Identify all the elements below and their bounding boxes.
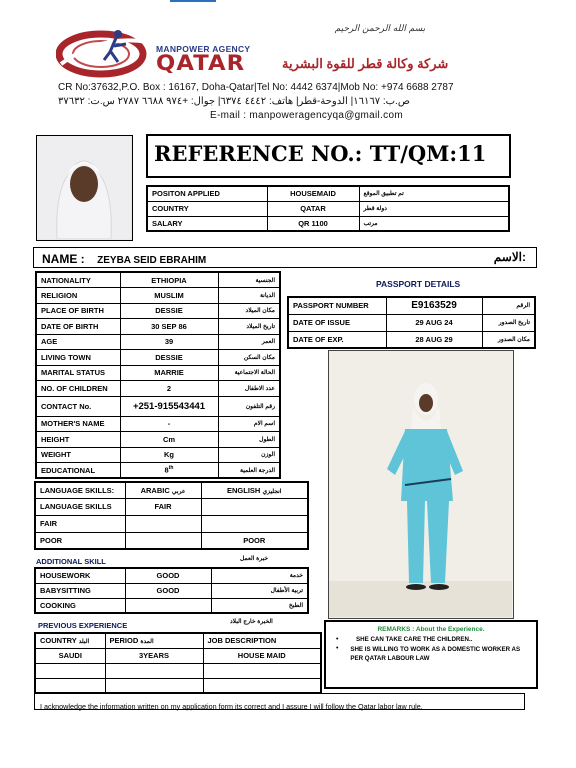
personal-value: [120, 381, 218, 397]
table-row: [288, 331, 535, 348]
remarks-text: SHE CAN TAKE CARE THE CHILDREN..: [356, 636, 473, 643]
language-row-label: LANGUAGE SKILLS: [35, 498, 125, 515]
salary-label: SALARY: [147, 216, 267, 231]
personal-label: NATIONALITY: [36, 272, 120, 288]
full-body-photo-image: [329, 351, 512, 617]
expiry-date-value: 28 AUG 29: [386, 331, 482, 348]
contact-email: E-mail : manpoweragencyqa@gmail.com: [210, 110, 403, 121]
personal-label: MARITAL STATUS: [36, 365, 120, 381]
personal-value-text: DESSIE: [155, 352, 183, 362]
table-row: [35, 633, 321, 648]
table-row: [288, 297, 535, 314]
table-row: [35, 515, 308, 532]
skill-value: [125, 598, 211, 613]
passport-number-arabic: الرقم: [482, 297, 535, 314]
english-header-ar: انجليزي: [262, 488, 282, 495]
language-row-english: POOR: [201, 532, 308, 549]
personal-label: DATE OF BIRTH: [36, 319, 120, 335]
personal-value-text: ETHIOPIA: [151, 275, 187, 285]
acknowledgement: [34, 693, 525, 710]
personal-arabic: اسم الام: [218, 416, 280, 432]
table-row: [35, 663, 321, 678]
personal-value-sup: th: [168, 465, 174, 472]
personal-arabic: الوزن: [218, 447, 280, 463]
language-row-label: POOR: [35, 532, 125, 549]
personal-label: NO. OF CHILDREN: [36, 381, 120, 397]
table-row: [35, 598, 308, 613]
issue-date-label: DATE OF ISSUE: [288, 314, 386, 331]
personal-value-text: 2: [166, 383, 172, 393]
table-row: [36, 447, 280, 463]
salary-value: QR 1100: [267, 216, 359, 231]
language-row-english: [201, 498, 308, 515]
language-row-arabic: [125, 515, 201, 532]
language-row-arabic: [125, 532, 201, 549]
personal-value: [120, 396, 218, 416]
table-row: [35, 532, 308, 549]
personal-label: MOTHER'S NAME: [36, 416, 120, 432]
personal-label: HEIGHT: [36, 432, 120, 448]
company-name-arabic: شركة وكالة قطر للقوة البشرية: [282, 56, 449, 71]
name-arabic: الاسم:: [493, 250, 526, 264]
experience-job: HOUSE MAID: [203, 648, 321, 663]
personal-arabic: عدد الاطفال: [218, 381, 280, 397]
logo-figure-head: [114, 30, 122, 38]
passport-number-value: E9163529: [386, 297, 482, 314]
personal-value-text: 30 SEP 86: [151, 321, 187, 331]
remarks-line: [332, 645, 530, 664]
personal-arabic: الجنسية: [218, 272, 280, 288]
personal-value: [120, 365, 218, 381]
table-row: [35, 568, 308, 583]
profile-photo: [36, 135, 133, 241]
table-row: [36, 396, 280, 416]
personal-value-text: -: [167, 419, 171, 429]
personal-value-text: MARRIE: [154, 368, 184, 378]
personal-value: [120, 288, 218, 304]
personal-arabic: الطول: [218, 432, 280, 448]
name-value: ZEYBA SEID EBRAHIM: [97, 255, 207, 266]
personal-value-text: MUSLIM: [154, 290, 184, 300]
personal-label: AGE: [36, 334, 120, 350]
personal-label: RELIGION: [36, 288, 120, 304]
personal-arabic: مكان السكن: [218, 350, 280, 366]
bullet-icon: •: [336, 645, 339, 652]
skills-table: [34, 567, 309, 614]
skill-label: HOUSEWORK: [35, 568, 125, 583]
personal-value-text: Cm: [162, 434, 176, 444]
table-row: [35, 583, 308, 598]
expiry-date-arabic: مكان الصدور: [482, 331, 535, 348]
table-row: [147, 201, 509, 216]
table-row: [35, 678, 321, 693]
expiry-date-label: DATE OF EXP.: [288, 331, 386, 348]
personal-value: [120, 463, 218, 479]
calligraphy: بسم الله الرحمن الرحيم: [334, 24, 426, 34]
table-row: [36, 365, 280, 381]
table-row: [36, 463, 280, 479]
personal-arabic: مكان الميلاد: [218, 303, 280, 319]
personal-value: [120, 334, 218, 350]
reference-number: 11: [457, 141, 487, 166]
position-table: [146, 185, 510, 232]
contact-english: CR No:37632,P.O. Box : 16167, Doha-Qatar|Tel No: 4442 6374|Mob No: +974 6688 2787: [58, 82, 454, 93]
personal-value-text: Kg: [164, 450, 174, 460]
table-row: [36, 381, 280, 397]
personal-value-text: 8: [164, 465, 169, 475]
language-row-english: [201, 515, 308, 532]
personal-table: [35, 271, 281, 479]
skill-label: BABYSITTING: [35, 583, 125, 598]
table-row: [36, 416, 280, 432]
header: [0, 0, 576, 125]
personal-value: [120, 416, 218, 432]
name-bar: [33, 247, 537, 268]
country-header-arabic: البلد: [78, 639, 90, 646]
personal-arabic: تاريخ الميلاد: [218, 319, 280, 335]
skill-value: GOOD: [125, 568, 211, 583]
skill-label: COOKING: [35, 598, 125, 613]
personal-arabic: رقم التلفون: [218, 396, 280, 416]
personal-value: [120, 447, 218, 463]
table-row: [36, 319, 280, 335]
skill-arabic: الطبخ: [211, 598, 308, 613]
company-name-big: QATAR: [156, 51, 246, 75]
position-value: HOUSEMAID: [267, 186, 359, 201]
table-row: [36, 272, 280, 288]
experience-title-arabic: الخبرة خارج البلاد: [230, 619, 273, 625]
language-row-label: FAIR: [35, 515, 125, 532]
language-table: [34, 481, 309, 550]
experience-country-header: [35, 633, 105, 648]
company-logo: [56, 24, 156, 80]
experience-period-header: [105, 633, 203, 648]
table-row: [36, 334, 280, 350]
reference-label: REFERENCE NO.: TT/QM:: [154, 141, 458, 166]
full-body-photo: [328, 350, 514, 619]
personal-value-text: DESSIE: [155, 306, 183, 316]
contact-arabic: ص.ب: ١٦١٦٧| الدوحة-قطر| هاتف: ٤٤٤٢ ٦٣٧٤| جوال: +٩٧٤ ٦٦٨٨ ٢٧٨٧ س.ت: ٣٧٦٣٢: [58, 96, 410, 107]
table-row: [35, 498, 308, 515]
table-row: [35, 482, 308, 498]
personal-arabic: الديانة: [218, 288, 280, 304]
language-row-arabic: FAIR: [125, 498, 201, 515]
reference-box: [146, 134, 511, 178]
position-label: POSITON APPLIED: [147, 186, 267, 201]
company-name-small: MANPOWER AGENCY: [156, 44, 251, 54]
issue-date-value: 29 AUG 24: [386, 314, 482, 331]
salary-arabic: مرتب: [359, 216, 509, 231]
arabic-header: [125, 482, 201, 498]
experience-table: [34, 632, 322, 694]
language-header-label: LANGUAGE SKILLS:: [35, 482, 125, 498]
table-row: [147, 216, 509, 231]
personal-label: EDUCATIONAL: [36, 463, 120, 479]
arabic-header-ar: عربي: [171, 488, 186, 495]
table-row: [36, 350, 280, 366]
remarks-line: [332, 636, 530, 643]
remarks-text: SHE IS WILLING TO WORK AS A DOMESTIC WORKER AS PER QATAR LABOUR LAW: [350, 646, 521, 663]
country-value: QATAR: [267, 201, 359, 216]
personal-label: LIVING TOWN: [36, 350, 120, 366]
passport-number-label: PASSPORT NUMBER: [288, 297, 386, 314]
country-arabic: دولة قطر: [359, 201, 509, 216]
english-header-label: ENGLISH: [227, 485, 261, 495]
personal-value: [120, 303, 218, 319]
position-arabic: تم تطبيق الموقع: [359, 186, 509, 201]
remarks-title: REMARKS : About the Experience.: [377, 626, 485, 633]
period-header-label: PERIOD: [109, 636, 139, 646]
arabic-header-label: ARABIC: [140, 485, 170, 495]
table-row: [36, 303, 280, 319]
skills-title-arabic: خبرة العمل: [240, 556, 269, 562]
personal-value: [120, 350, 218, 366]
personal-value-text: +251-915543441: [132, 400, 206, 412]
skill-arabic: خدمة: [211, 568, 308, 583]
personal-value: [120, 319, 218, 335]
personal-label: WEIGHT: [36, 447, 120, 463]
personal-label: PLACE OF BIRTH: [36, 303, 120, 319]
country-header-label: COUNTRY: [40, 636, 77, 646]
remarks-box: [324, 620, 538, 689]
english-header: [201, 482, 308, 498]
table-row: [288, 314, 535, 331]
skills-title: ADDITIONAL SKILL: [36, 557, 106, 566]
skill-value: GOOD: [125, 583, 211, 598]
acknowledgement-text: I acknowledge the information written on my application form its correct and I assure I will follow the Qatar labor law rule.: [40, 702, 423, 711]
passport-title: PASSPORT DETAILS: [376, 279, 461, 289]
passport-table: [287, 296, 536, 349]
bullet-icon: •: [336, 636, 339, 643]
table-row: [36, 288, 280, 304]
profile-photo-image: [37, 136, 131, 239]
name-label: NAME :: [42, 252, 85, 266]
personal-value-text: 39: [164, 337, 174, 347]
experience-job-header: JOB DESCRIPTION: [203, 633, 321, 648]
personal-value: [120, 272, 218, 288]
experience-title: PREVIOUS EXPERIENCE: [38, 621, 128, 630]
table-row: [35, 648, 321, 663]
skill-arabic: تربية الأطفال: [211, 583, 308, 598]
personal-arabic: الحالة الاجتماعية: [218, 365, 280, 381]
period-header-arabic: المدة: [140, 639, 154, 646]
personal-arabic: الدرجة العلمية: [218, 463, 280, 479]
personal-arabic: العمر: [218, 334, 280, 350]
issue-date-arabic: تاريخ الصدور: [482, 314, 535, 331]
personal-label: CONTACT No.: [36, 396, 120, 416]
experience-period: 3YEARS: [105, 648, 203, 663]
personal-value: [120, 432, 218, 448]
table-row: [36, 432, 280, 448]
experience-country: SAUDI: [35, 648, 105, 663]
country-label: COUNTRY: [147, 201, 267, 216]
table-row: [147, 186, 509, 201]
